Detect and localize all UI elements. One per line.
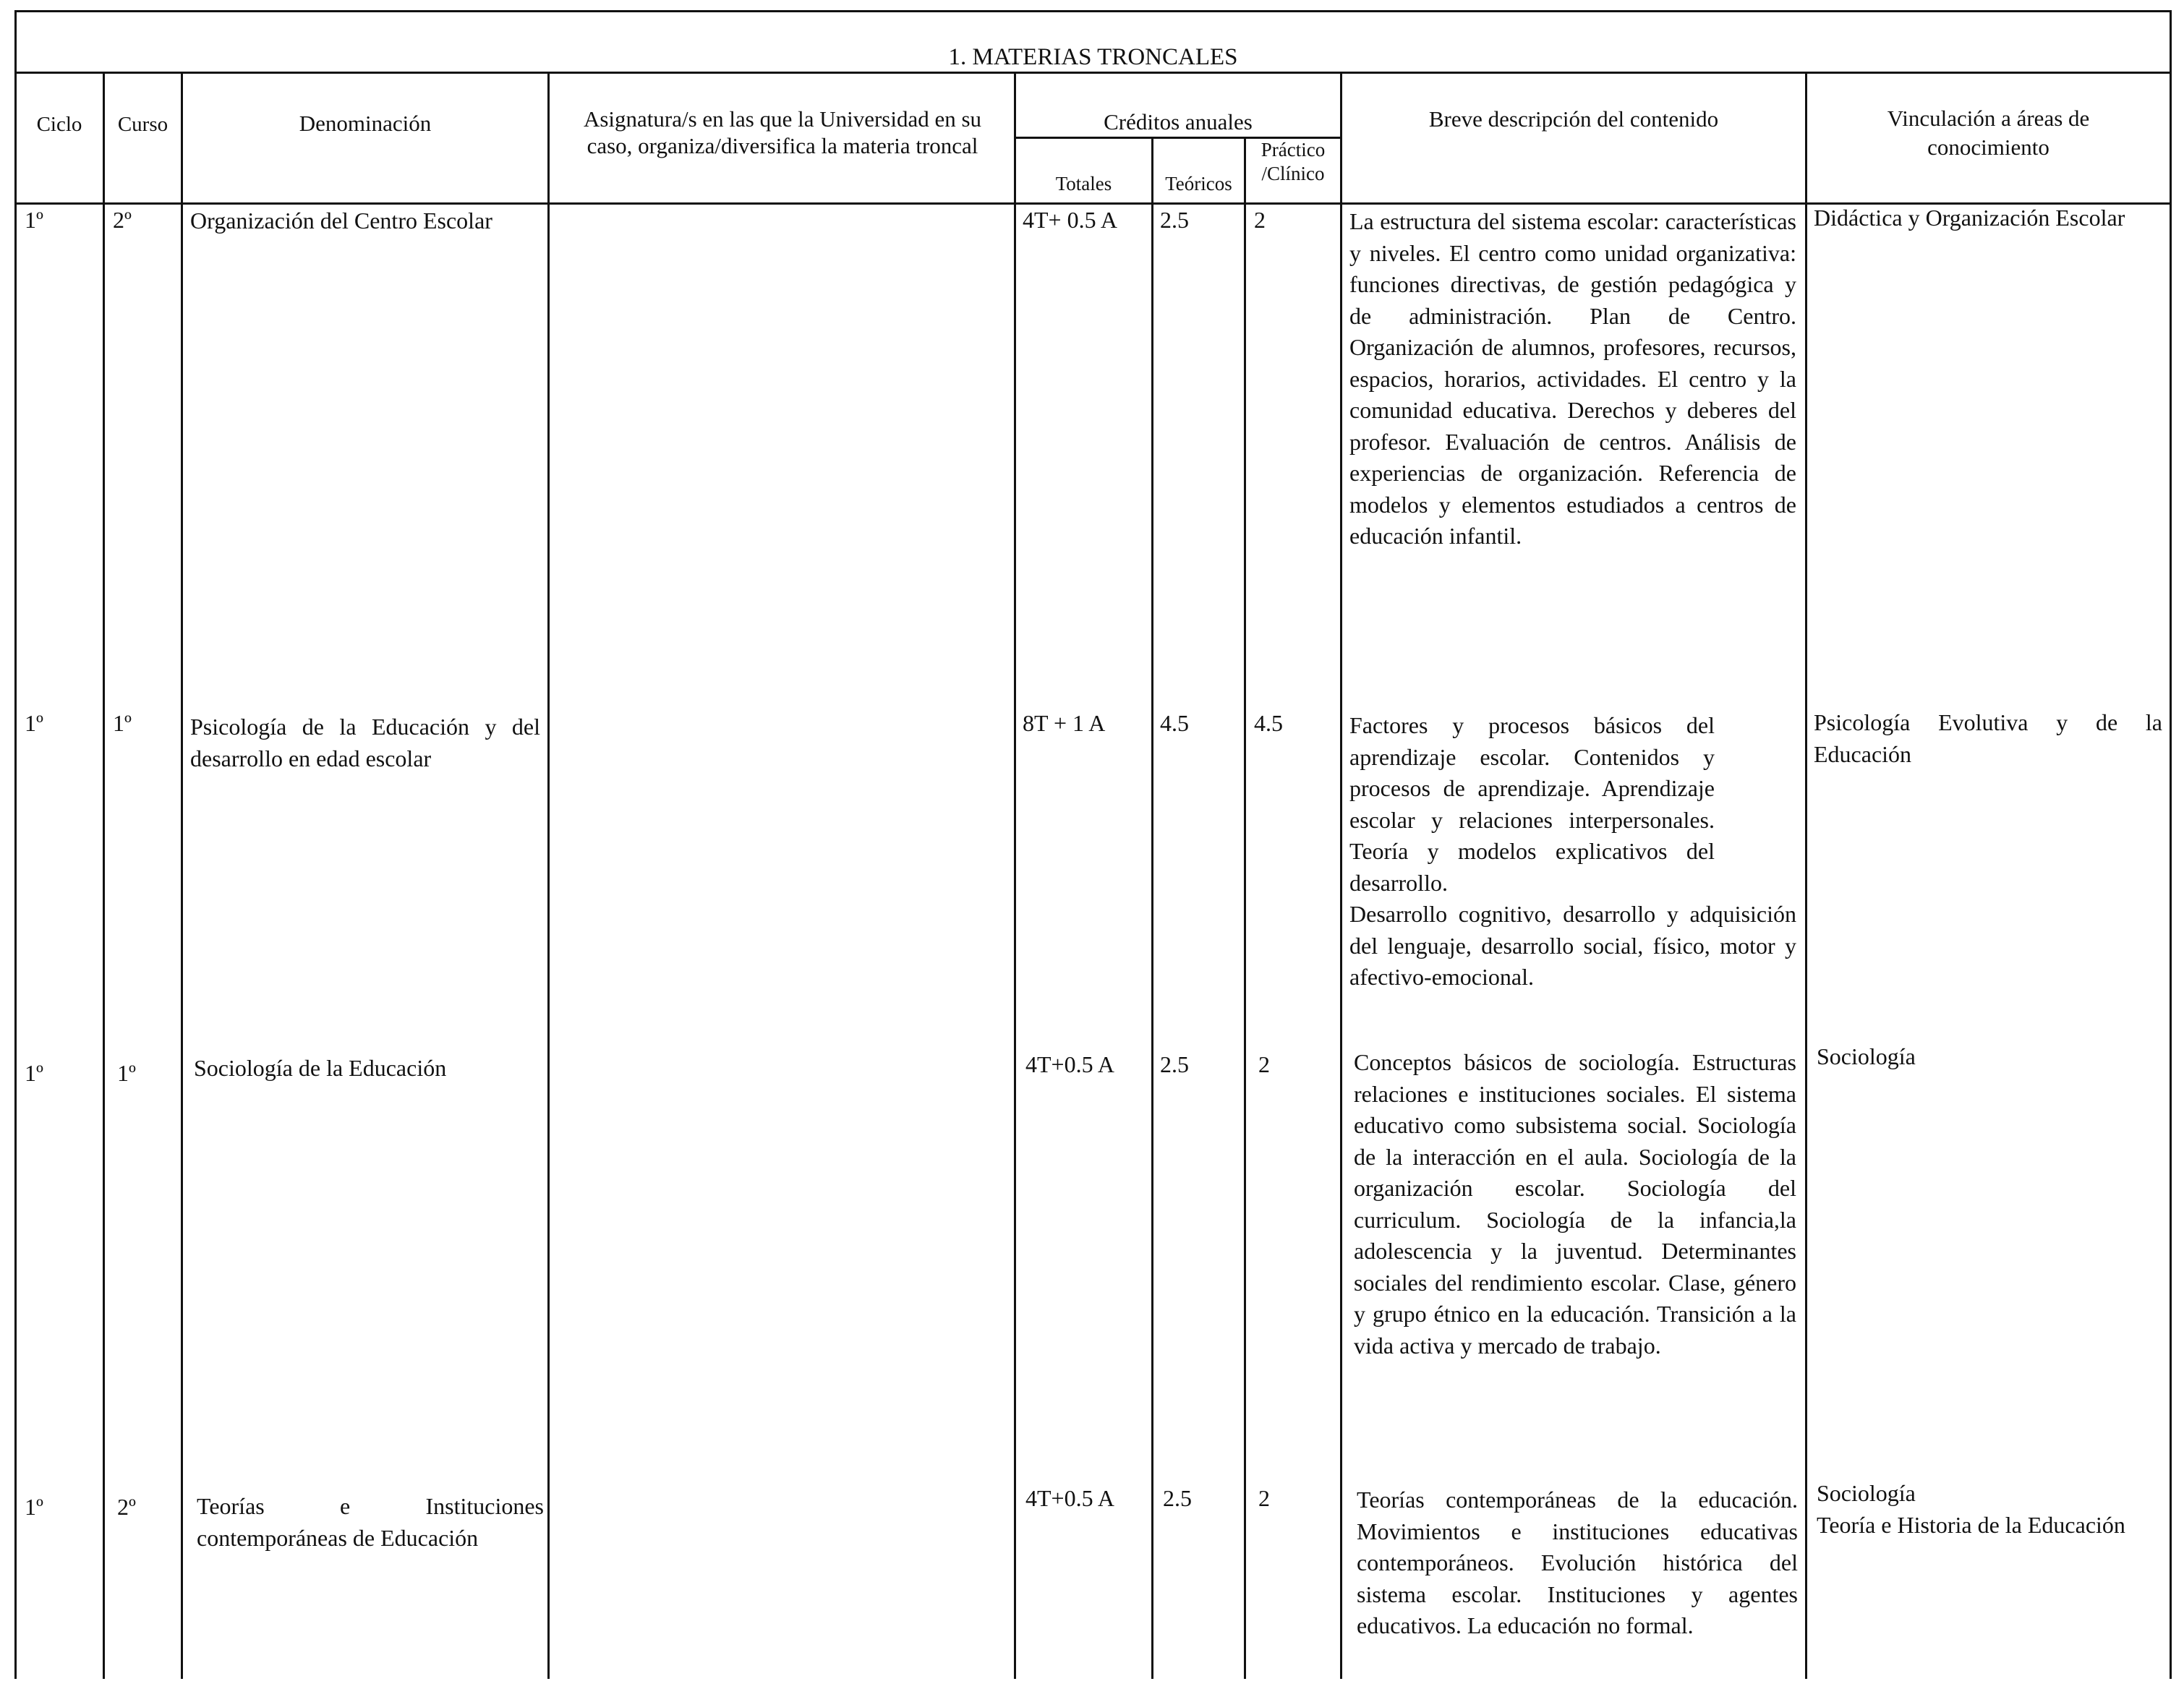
row-curso: 2º <box>113 207 132 233</box>
row-denominacion: Organización del Centro Escolar <box>190 208 492 234</box>
row-descripcion-part-2: Desarrollo cognitivo, desarrollo y adquisición del lenguaje, desarrollo social, físico, motor y afectivo-emocional. <box>1349 901 1796 990</box>
col-sep-descripcion <box>1340 72 1342 1679</box>
row-teoricos: 4.5 <box>1160 710 1189 736</box>
row-vinculacion: Didáctica y Organización Escolar <box>1814 205 2125 231</box>
col-sep-ciclo-header <box>14 72 17 1679</box>
header-descripcion: Breve descripción del contenido <box>1428 106 1719 132</box>
table-top-border <box>14 10 2172 12</box>
row-ciclo: 1º <box>25 1060 43 1086</box>
row-vinculacion: Sociología <box>1817 1043 1916 1069</box>
col-sep-practico <box>1244 137 1246 1679</box>
header-vinculacion: Vinculación a áreas de conocimiento <box>1887 106 2090 160</box>
row-curso: 1º <box>113 710 132 736</box>
row-denominacion: Teorías e Instituciones contemporáneas de Educación <box>197 1493 544 1551</box>
col-sep-vinculacion <box>1805 72 1807 1679</box>
header-denominacion: Denominación <box>299 111 432 136</box>
row-vinculacion-line-2: Teoría e Historia de la Educación <box>1817 1512 2125 1538</box>
col-sep-teoricos <box>1151 137 1153 1679</box>
row-curso: 2º <box>117 1494 136 1520</box>
row-totales: 8T + 1 A <box>1023 710 1106 736</box>
header-teoricos: Teóricos <box>1165 173 1232 194</box>
row-teoricos: 2.5 <box>1163 1485 1192 1511</box>
row-denominacion: Psicología de la Educación y del desarrollo en edad escolar <box>190 714 540 771</box>
row-denominacion: Sociología de la Educación <box>194 1055 447 1081</box>
col-sep-totales <box>1014 72 1016 1679</box>
row-vinculacion: Psicología Evolutiva y de la Educación <box>1814 709 2162 767</box>
header-asignaturas: Asignatura/s en las que la Universidad en su caso, organiza/diversifica la materia troncal <box>583 106 982 158</box>
row-teoricos: 2.5 <box>1160 1051 1189 1077</box>
header-totales: Totales <box>1055 173 1112 194</box>
row-descripcion: Teorías contemporáneas de la educación. Movimientos e instituciones educativas contemporáneos. Evolución histórica del sistema escolar. Instituciones y agentes educativos. La educación no formal. <box>1357 1487 1798 1638</box>
col-sep-curso <box>103 72 105 1679</box>
row-practico: 2 <box>1254 207 1266 233</box>
col-sep-asignaturas <box>547 72 550 1679</box>
row-practico: 4.5 <box>1254 710 1283 736</box>
row-ciclo: 1º <box>25 207 43 233</box>
row-ciclo: 1º <box>25 710 43 736</box>
row-descripcion: La estructura del sistema escolar: características y niveles. El centro como unidad organizativa: funciones directivas, de gestión pedagógica y de administración. Plan de Centro. Organización de alumnos, profesores, recursos, espacios, horarios, actividades. El centro y la comunidad educativa. Derechos y deberes del profesor. Evaluación de centros. Análisis de experiencias de organización. Referencia de modelos y elementos estudiados a centros de educación infantil. <box>1349 208 1796 549</box>
row-totales: 4T+ 0.5 A <box>1023 207 1117 233</box>
header-curso: Curso <box>117 113 169 136</box>
header-ciclo: Ciclo <box>36 113 82 136</box>
table-right-border <box>2170 10 2172 1679</box>
row-totales: 4T+0.5 A <box>1025 1051 1114 1077</box>
section-title: 1. MATERIAS TRONCALES <box>948 44 1238 70</box>
row-practico: 2 <box>1258 1485 1270 1511</box>
header-practico: Práctico /Clínico <box>1261 139 1326 184</box>
row-descripcion: Conceptos básicos de sociología. Estructuras relaciones e instituciones sociales. El sistema educativo como subsistema social. Sociología de la interacción en el aula. Sociología de la organización escolar. Sociología del curriculum. Sociología de la infancia,la adolescencia y la juventud. Determinantes sociales del rendimiento escolar. Clase, género y grupo étnico en la educación. Transición a la vida activa y mercado de trabajo. <box>1354 1049 1796 1359</box>
col-sep-denominacion <box>181 72 183 1679</box>
row-practico: 2 <box>1258 1051 1270 1077</box>
row-curso: 1º <box>117 1060 136 1086</box>
row-descripcion-part-1: Factores y procesos básicos del aprendizaje escolar. Contenidos y procesos de aprendizaje. Aprendizaje escolar y relaciones interpersonales. Teoría y modelos explicativos del desarrollo. <box>1349 712 1715 896</box>
header-creditos: Créditos anuales <box>1104 109 1253 134</box>
row-vinculacion-line-1: Sociología <box>1817 1480 1916 1506</box>
row-ciclo: 1º <box>25 1494 43 1520</box>
row-totales: 4T+0.5 A <box>1025 1485 1114 1511</box>
row-teoricos: 2.5 <box>1160 207 1189 233</box>
